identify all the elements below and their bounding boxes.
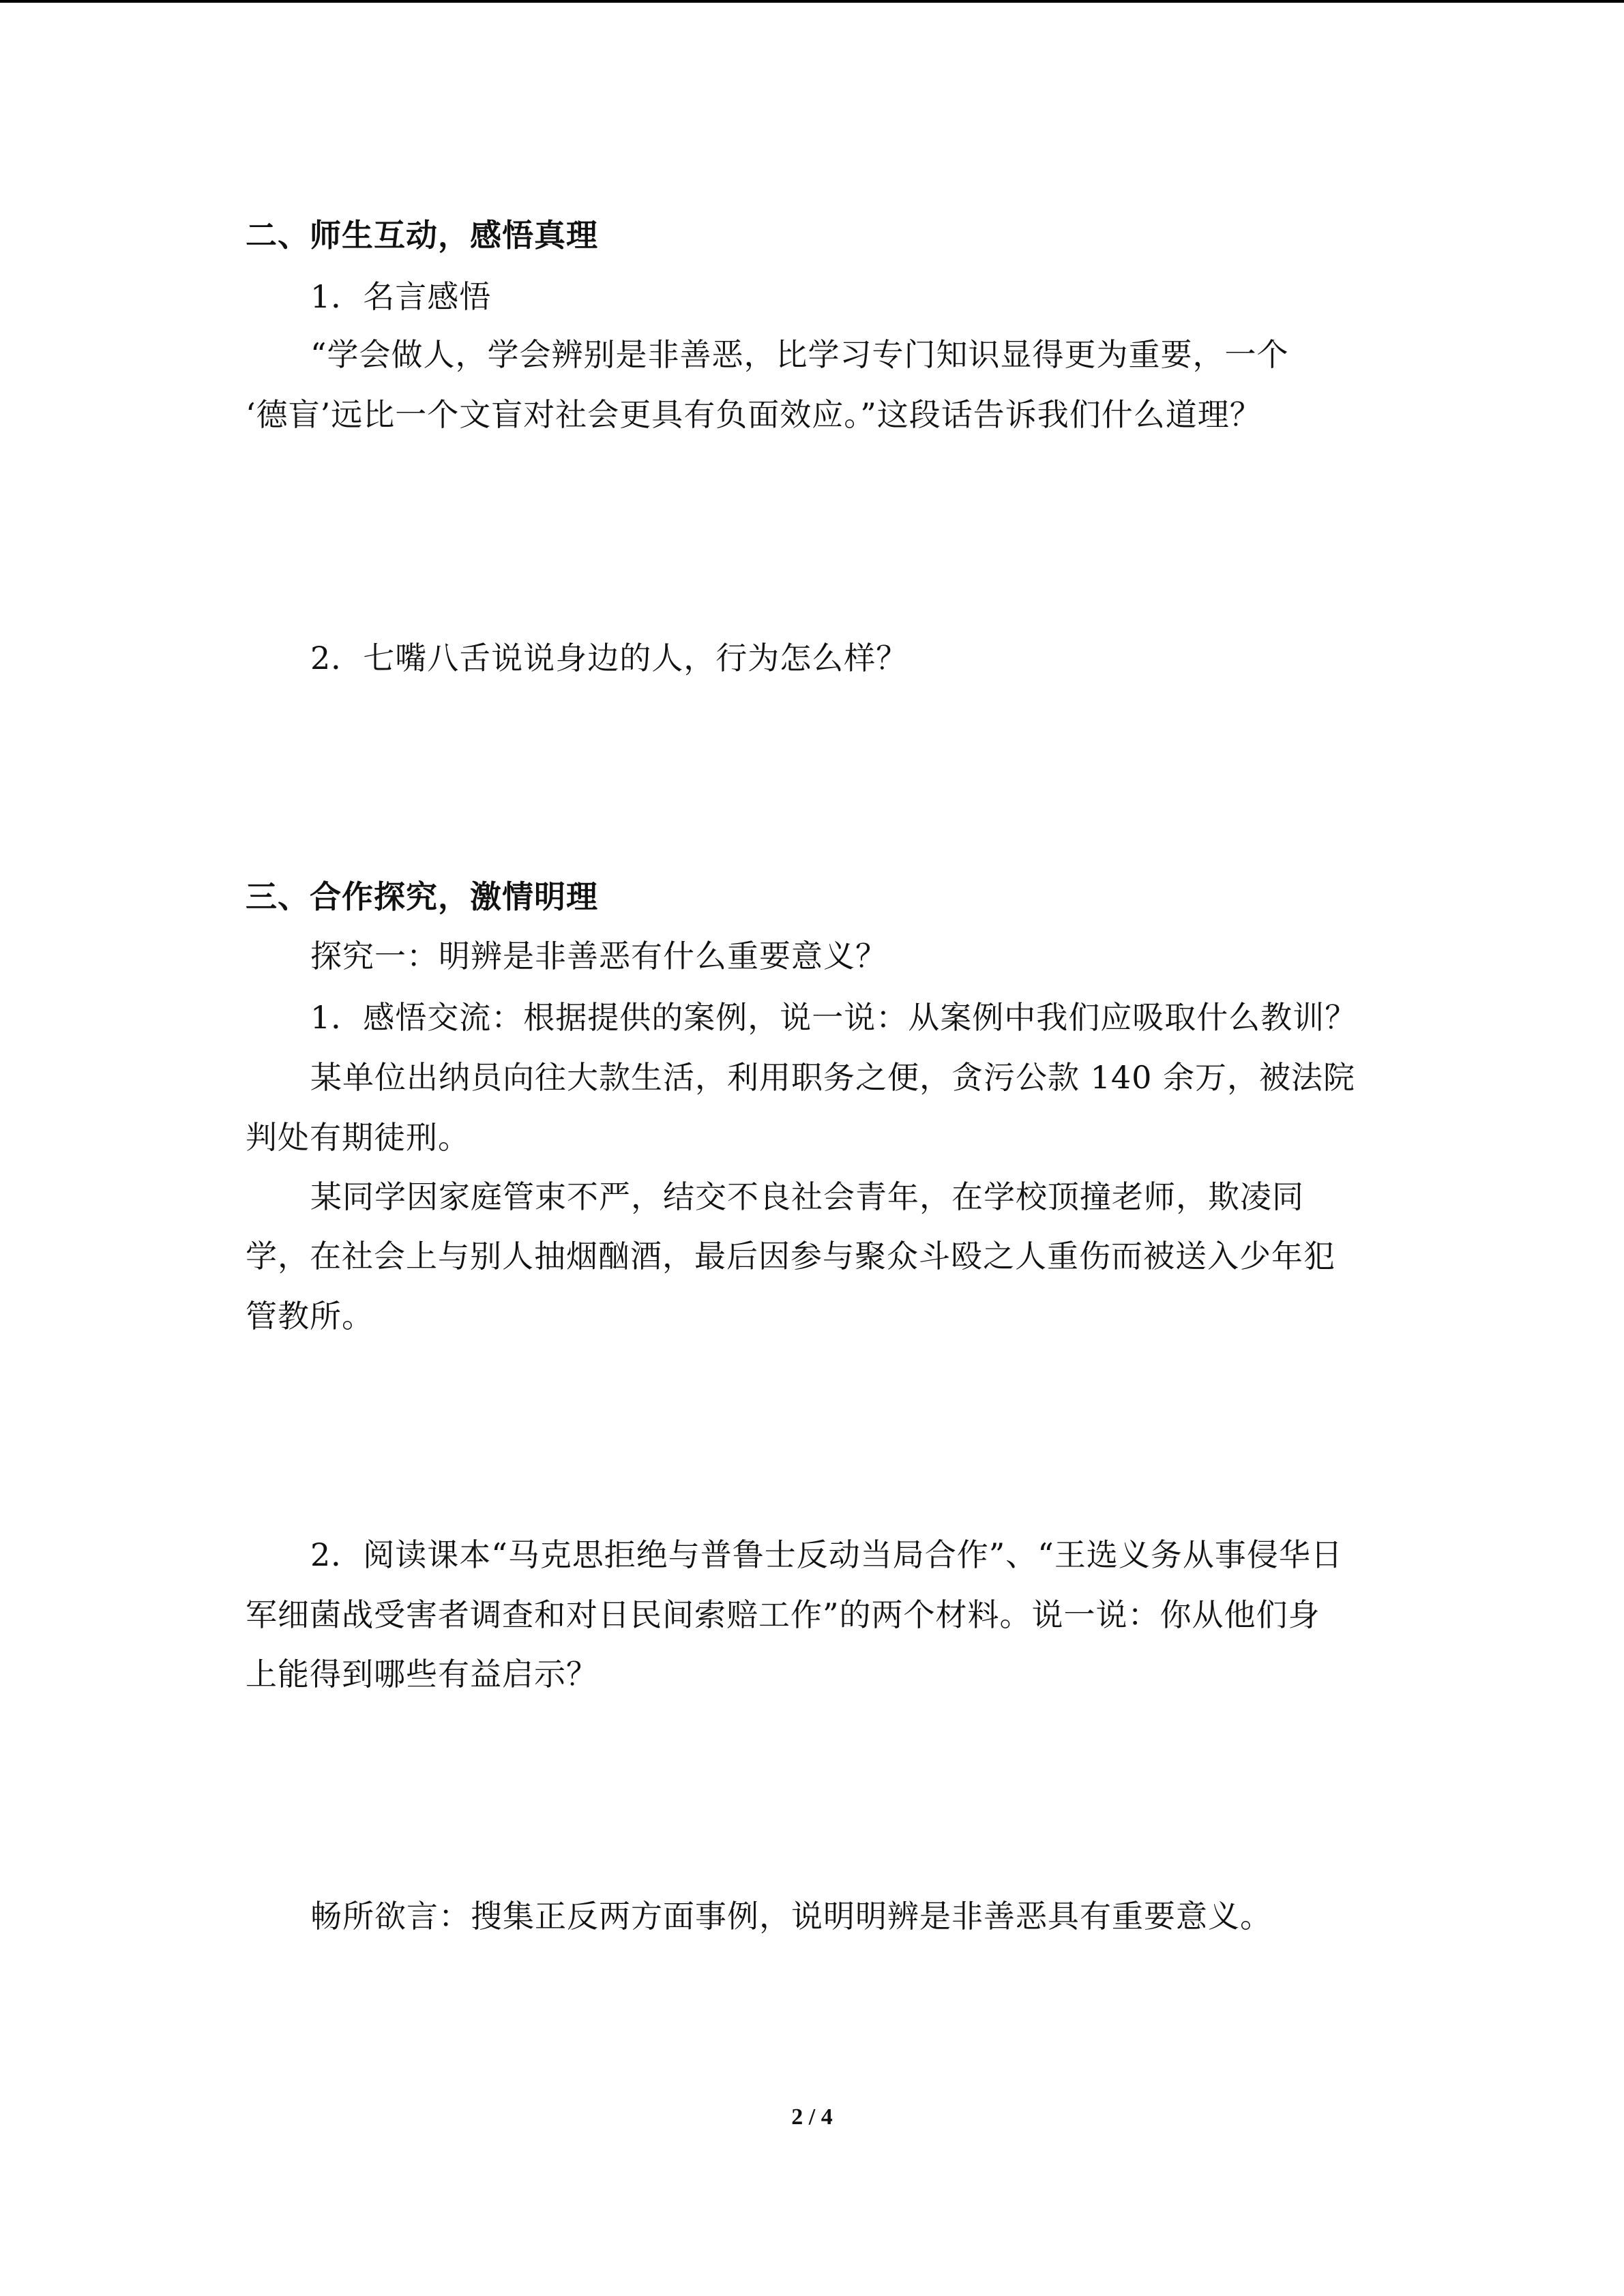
item-discuss-people-title: 2．七嘴八舌说说身边的人，行为怎么样？ bbox=[310, 640, 909, 676]
item-case-exchange-title: 1．感悟交流：根据提供的案例，说一说：从案例中我们应吸取什么教训？ bbox=[310, 999, 1357, 1036]
section-heading-cooperative-inquiry: 三、合作探究，激情明理 bbox=[246, 878, 598, 915]
case-paragraph-line: 判处有期徒刑。 bbox=[246, 1119, 470, 1156]
quote-paragraph-line: “学会做人，学会辨别是非善恶，比学习专门知识显得更为重要，一个 bbox=[310, 336, 1289, 373]
quote-paragraph-line: ‘德盲’远比一个文盲对社会更具有负面效应。”这段话告诉我们什么道理？ bbox=[246, 396, 1262, 433]
item-quote-reflection-title: 1．名言感悟 bbox=[310, 278, 492, 315]
inquiry-one-question: 探究一：明辨是非善恶有什么重要意义？ bbox=[310, 938, 887, 974]
case-paragraph-line: 学，在社会上与别人抽烟酗酒，最后因参与聚众斗殴之人重伤而被送入少年犯 bbox=[246, 1238, 1335, 1274]
case-paragraph-line: 某同学因家庭管束不严，结交不良社会青年，在学校顶撞老师，欺凌同 bbox=[310, 1178, 1304, 1215]
case-paragraph-line: 某单位出纳员向往大款生活，利用职务之便，贪污公款 140 余万，被法院 bbox=[310, 1059, 1356, 1096]
reading-task-line: 2．阅读课本“马克思拒绝与普鲁士反动当局合作”、“王选义务从事侵华日 bbox=[310, 1536, 1343, 1573]
page-number: 2 / 4 bbox=[791, 2104, 833, 2130]
case-paragraph-line: 管教所。 bbox=[246, 1298, 374, 1335]
reading-task-line: 军细菌战受害者调查和对日民间索赔工作”的两个材料。说一说：你从他们身 bbox=[246, 1596, 1320, 1633]
section-heading-teacher-student-interaction: 二、师生互动，感悟真理 bbox=[246, 217, 598, 254]
reading-task-line: 上能得到哪些有益启示？ bbox=[246, 1656, 598, 1693]
open-discussion-prompt: 畅所欲言：搜集正反两方面事例，说明明辨是非善恶具有重要意义。 bbox=[310, 1898, 1272, 1935]
